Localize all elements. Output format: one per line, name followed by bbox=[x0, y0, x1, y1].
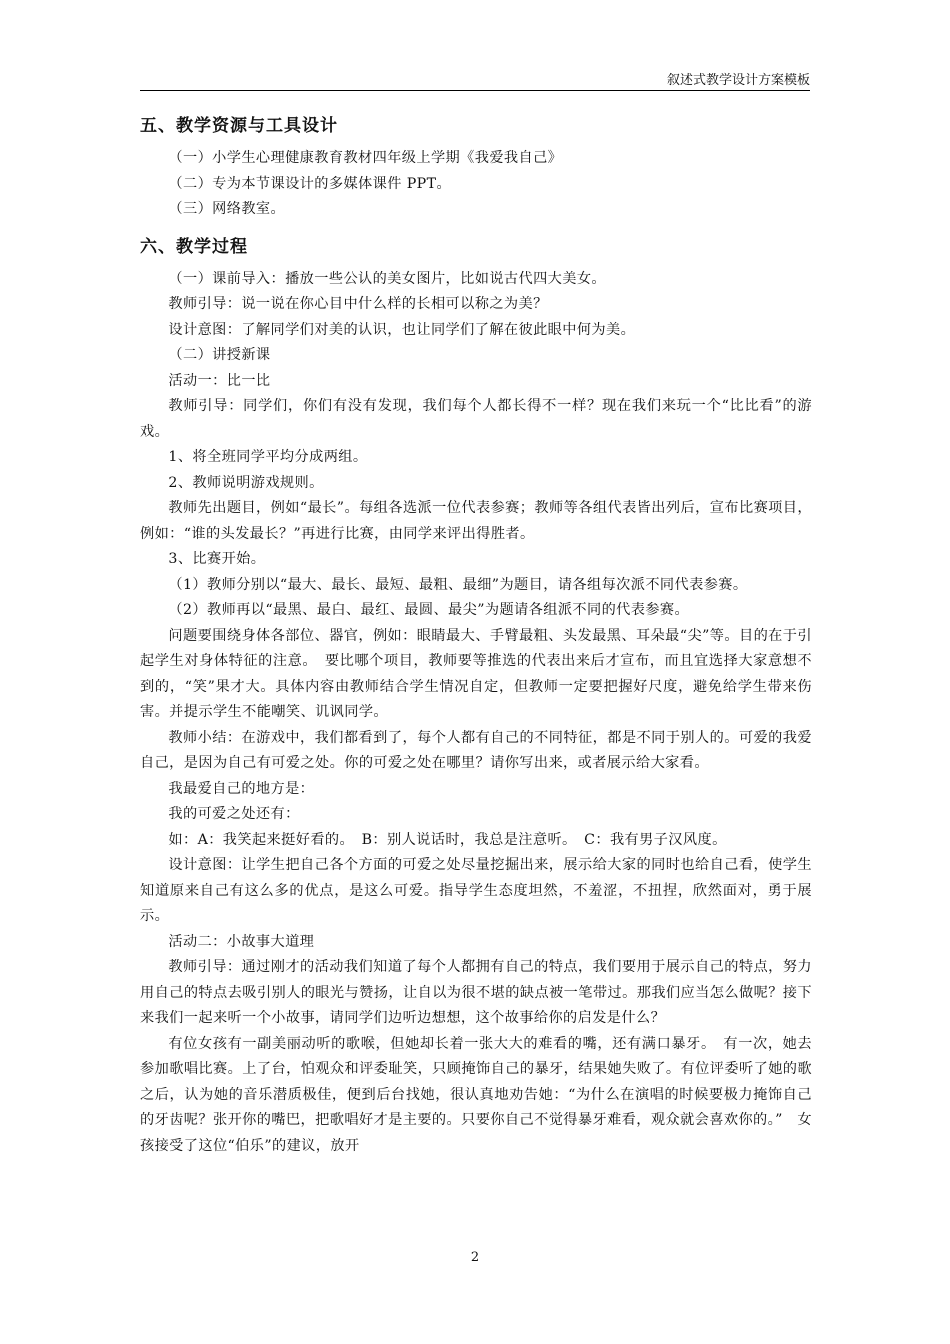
resource-item: （一）小学生心理健康教育教材四年级上学期《我爱我自己》 bbox=[168, 150, 563, 166]
page-header bbox=[140, 66, 810, 91]
resource-item: （二）专为本节课设计的多媒体课件 PPT。 bbox=[168, 175, 452, 192]
resources-list bbox=[140, 146, 812, 223]
paragraph: 有位女孩有一副美丽动听的歌喉，但她却长着一张大大的难看的嘴，还有满口暴牙。 有一次，她去参加歌唱比赛。上了台，怕观众和评委耻笑，只顾掩饰自己的暴牙，结果她失败了。有位评委听了她的歌之后，认为她的音乐潜质极佳，便到后台找她，很认真地劝告她：“为什么在演唱的时候要极力掩饰自己的牙齿呢？张开你的嘴巴，把歌唱好才是主要的。只要你自己不觉得暴牙难看，观众就会喜欢你的。” 女孩接受了这位“伯乐”的建议，放开 bbox=[140, 1035, 812, 1154]
paragraph: （二）讲授新课 bbox=[168, 347, 271, 363]
header-title: 叙述式教学设计方案模板 bbox=[666, 73, 810, 88]
section-heading-resources: 五、教学资源与工具设计 bbox=[140, 116, 338, 136]
paragraph: 活动一：比一比 bbox=[168, 372, 271, 389]
paragraph: 教师引导：说一说在你心目中什么样的长相可以称之为美？ bbox=[168, 296, 548, 312]
paragraph: （1）教师分别以“最大、最长、最短、最粗、最细”为题目，请各组每次派不同代表参赛。 bbox=[168, 576, 748, 593]
paragraph: 2、教师说明游戏规则。 bbox=[168, 474, 324, 491]
paragraph: （一）课前导入：播放一些公认的美女图片，比如说古代四大美女。 bbox=[168, 270, 607, 287]
paragraph: 设计意图：了解同学们对美的认识，也让同学们了解在彼此眼中何为美。 bbox=[168, 321, 636, 338]
resource-item: （三）网络教室。 bbox=[168, 201, 286, 217]
page-number: 2 bbox=[470, 1250, 480, 1265]
paragraph: 我最爱自己的地方是： bbox=[168, 780, 315, 797]
paragraph: 如：A：我笑起来挺好看的。 B：别人说话时，我总是注意听。 C：我有男子汉风度。 bbox=[168, 831, 727, 848]
paragraph: 教师小结：在游戏中，我们都看到了，每个人都有自己的不同特征，都是不同于别人的。可爱的我爱自己，是因为自己有可爱之处。你的可爱之处在哪里？请你写出来，或者展示给大家看。 bbox=[140, 729, 812, 771]
paragraph: 设计意图：让学生把自己各个方面的可爱之处尽量挖掘出来，展示给大家的同时也给自己看，使学生知道原来自己有这么多的优点，是这么可爱。指导学生态度坦然，不羞涩，不扭捏，欣然面对，勇于展示。 bbox=[140, 857, 812, 924]
document-body bbox=[140, 112, 812, 1159]
paragraph: 问题要围绕身体各部位、器官，例如：眼睛最大、手臂最粗、头发最黑、耳朵最“尖”等。目的在于引起学生对身体特征的注意。 要比哪个项目，教师要等推选的代表出来后才宣布，而且宜选择大家意想不到的，“笑”果才大。具体内容由教师结合学生情况自定，但教师一定要把握好尺度，避免给学生带来伤害。并提示学生不能嘲笑、讥讽同学。 bbox=[140, 627, 812, 720]
paragraph: 活动二：小故事大道理 bbox=[168, 933, 315, 950]
paragraph: 1、将全班同学平均分成两组。 bbox=[168, 449, 368, 465]
section-heading-process: 六、教学过程 bbox=[140, 236, 248, 257]
paragraph: 教师引导：同学们，你们有没有发现，我们每个人都长得不一样？现在我们来玩一个“比比看”的游戏。 bbox=[140, 398, 812, 440]
paragraph: 3、比赛开始。 bbox=[168, 551, 266, 567]
process-paragraphs bbox=[140, 267, 812, 1160]
paragraph: （2）教师再以“最黑、最白、最红、最圆、最尖”为题请各组派不同的代表参赛。 bbox=[168, 602, 690, 618]
paragraph: 我的可爱之处还有： bbox=[168, 806, 300, 822]
paragraph: 教师先出题目，例如“最长”。每组各选派一位代表参赛；教师等各组代表皆出列后，宣布比赛项目，例如：“谁的头发最长？”再进行比赛，由同学来评出得胜者。 bbox=[140, 500, 812, 542]
paragraph: 教师引导：通过刚才的活动我们知道了每个人都拥有自己的特点，我们要用于展示自己的特点，努力用自己的特点去吸引别人的眼光与赞扬，让自以为很不堪的缺点被一笔带过。那我们应当怎么做呢？接下来我们一起来听一个小故事，请同学们边听边想想，这个故事给你的启发是什么？ bbox=[140, 959, 812, 1026]
